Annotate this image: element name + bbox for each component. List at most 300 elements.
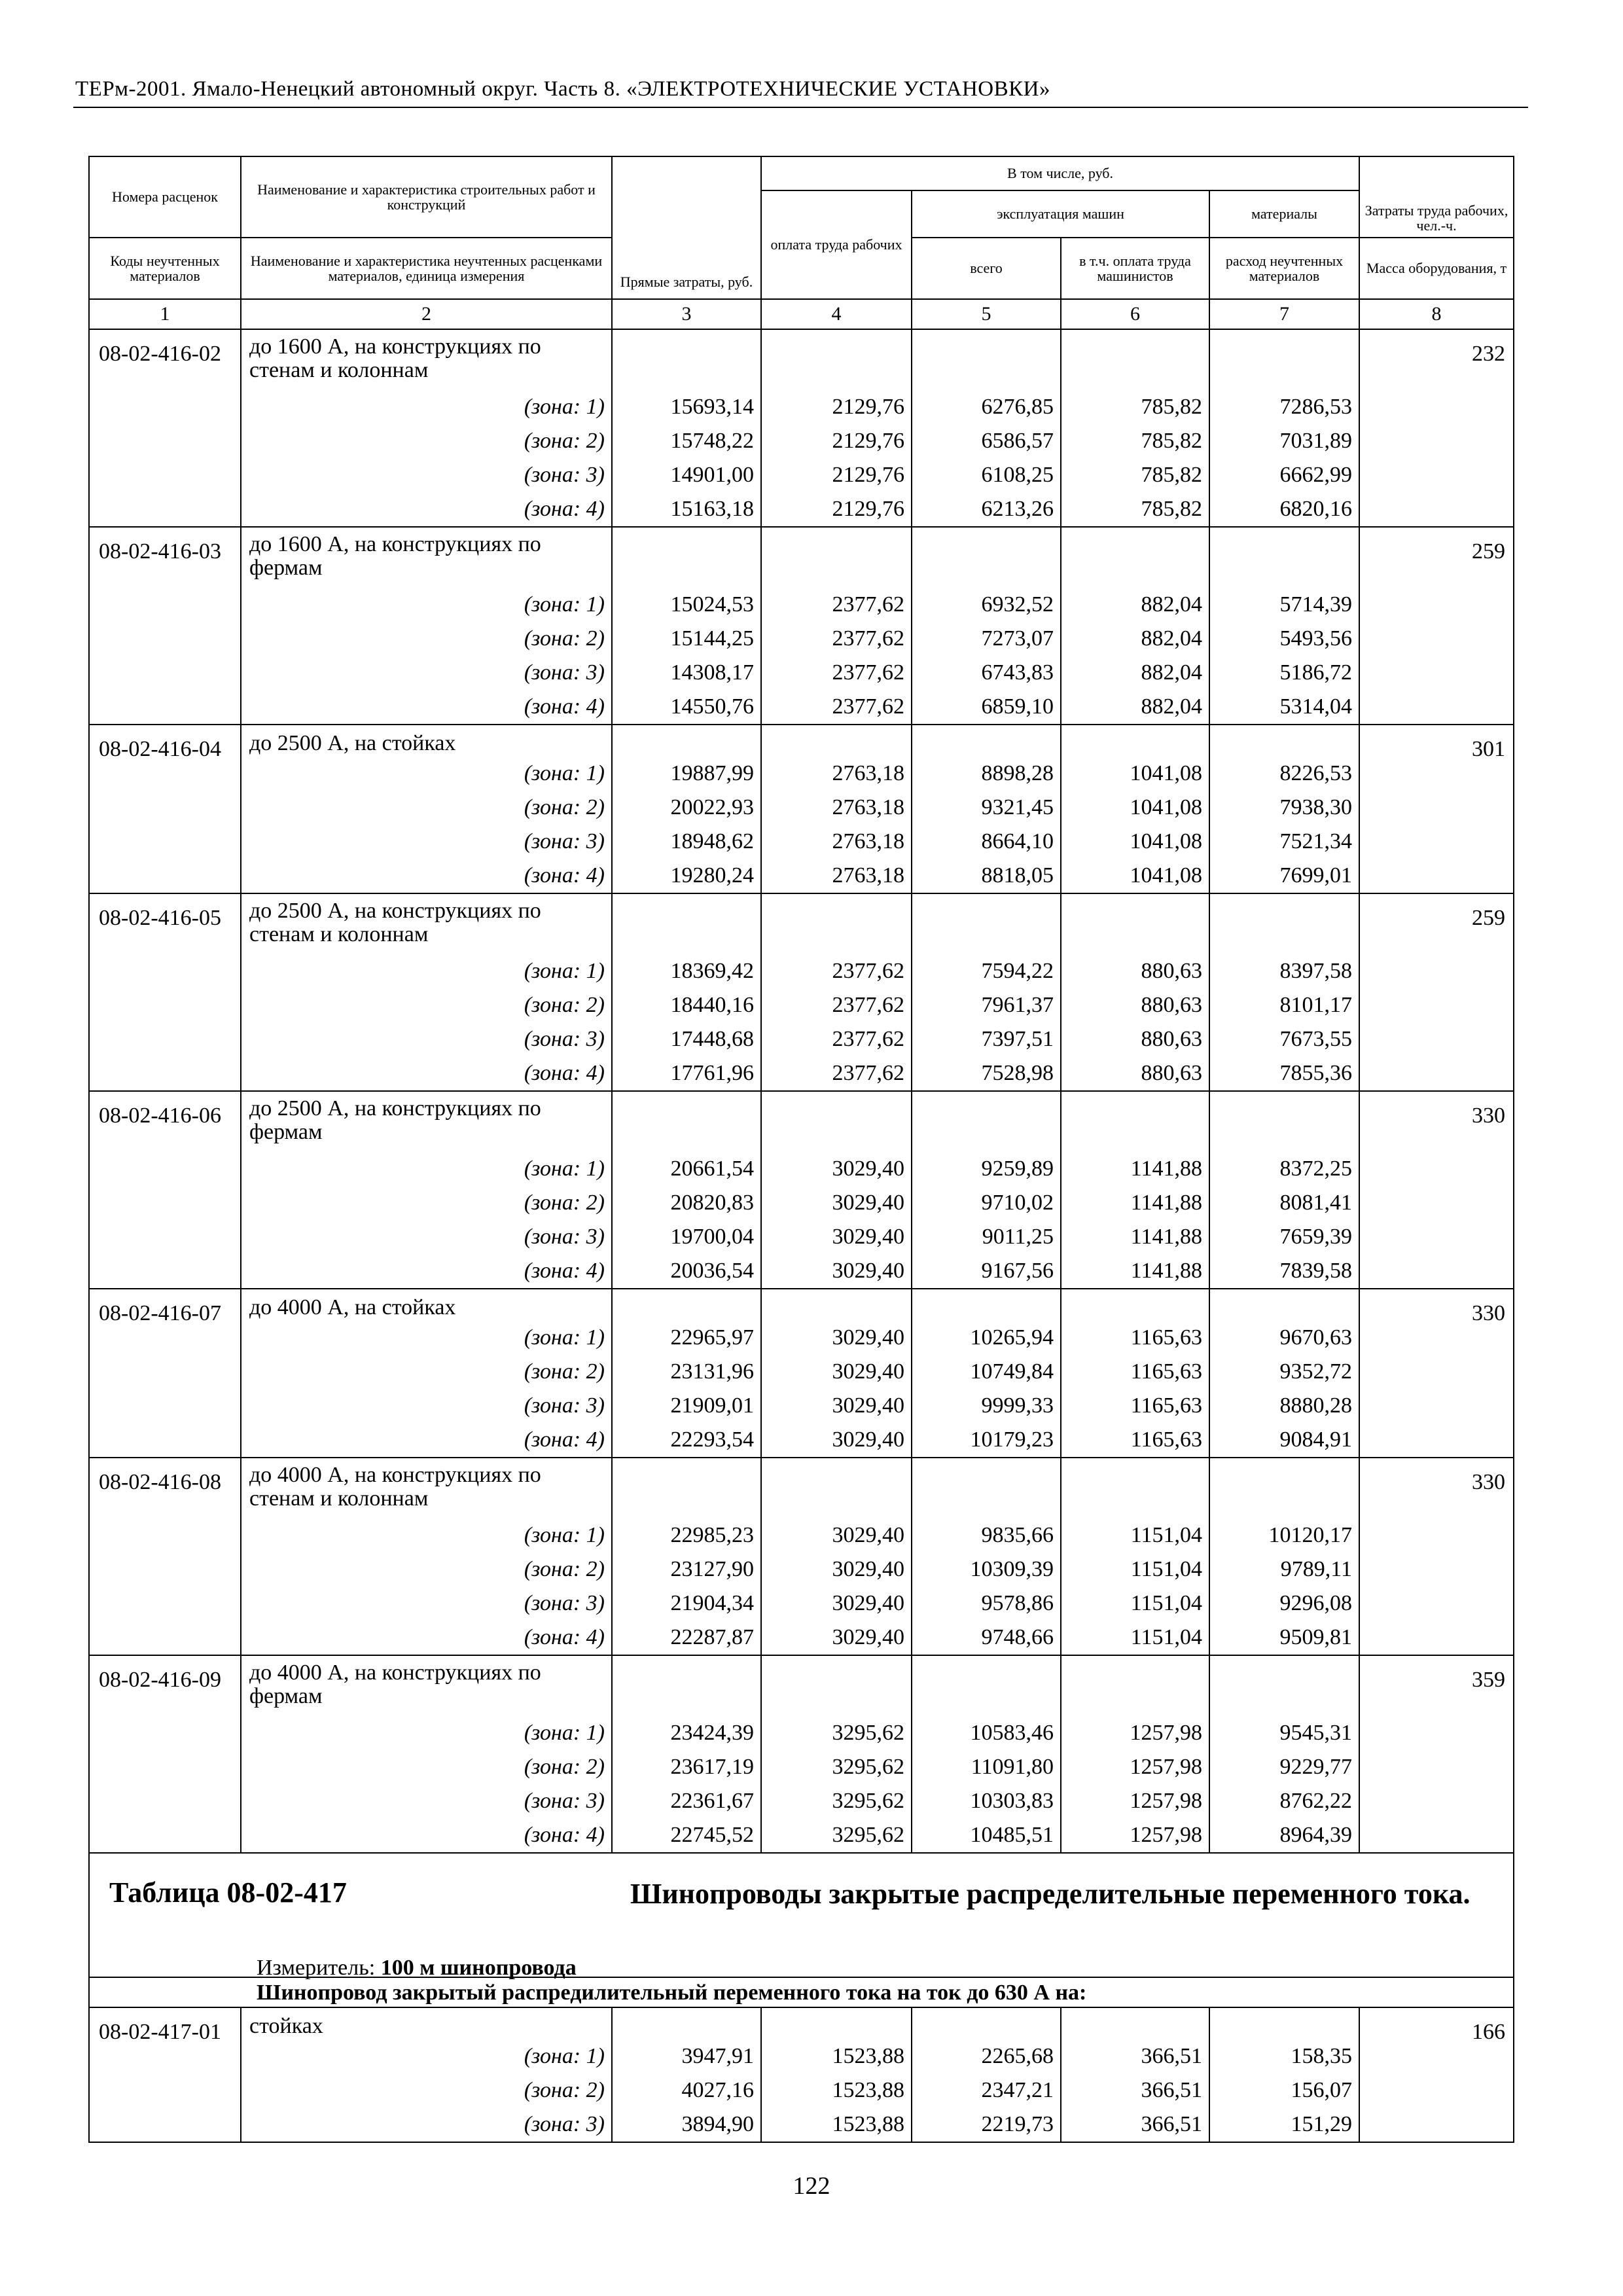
value-cell: 7521,34 xyxy=(1279,829,1353,853)
header-rule xyxy=(73,107,1528,108)
value-cell: 1151,04 xyxy=(1130,1557,1202,1581)
value-cell: 9509,81 xyxy=(1279,1625,1353,1649)
col-number: 3 xyxy=(612,299,761,329)
table-row xyxy=(89,527,1514,725)
cell-spacer xyxy=(762,1092,911,1152)
value-cell: 5314,04 xyxy=(1279,694,1353,719)
value-column-c7 xyxy=(1209,725,1359,893)
value-column-c4 xyxy=(761,527,912,725)
value-cell: 882,04 xyxy=(1141,592,1202,617)
value-cell: 3029,40 xyxy=(832,1259,904,1283)
value-cell: 19887,99 xyxy=(670,761,754,785)
cell-spacer xyxy=(1210,1092,1359,1152)
value-column-c4 xyxy=(761,893,912,1091)
value-cell: 9999,33 xyxy=(981,1393,1054,1418)
rate-code: 08-02-416-03 xyxy=(89,527,241,725)
labor-cost: 259 xyxy=(1359,527,1514,725)
value-cell: 366,51 xyxy=(1141,2112,1202,2136)
work-description xyxy=(241,2007,612,2142)
value-cell: 3029,40 xyxy=(832,1523,904,1547)
value-cell: 3295,62 xyxy=(832,1755,904,1779)
value-column-c4 xyxy=(761,1091,912,1289)
value-cell: 3947,91 xyxy=(681,2044,754,2068)
value-cell: 3029,40 xyxy=(832,1557,904,1581)
value-column-c3 xyxy=(612,2007,761,2142)
labor-cost: 259 xyxy=(1359,893,1514,1091)
value-cell: 1141,88 xyxy=(1130,1259,1202,1283)
value-cell: 2129,76 xyxy=(832,497,904,521)
value-column-c6 xyxy=(1061,725,1209,893)
value-cell: 1041,08 xyxy=(1130,761,1202,785)
value-cell: 6743,83 xyxy=(981,660,1054,685)
value-cell: 4027,16 xyxy=(681,2078,754,2102)
head-work-name: Наименование и характеристика строительных работ и конструкций xyxy=(241,156,612,238)
cell-spacer xyxy=(912,2008,1060,2039)
value-cell: 880,63 xyxy=(1141,1027,1202,1051)
zone-label: (зона: 4) xyxy=(524,1823,605,1847)
value-cell: 9296,08 xyxy=(1279,1591,1353,1615)
zone-label: (зона: 4) xyxy=(524,863,605,888)
value-cell: 15144,25 xyxy=(670,626,754,651)
cell-spacer xyxy=(613,330,760,390)
running-header: ТЕРм-2001. Ямало-Ненецкий автономный округ. Часть 8. «ЭЛЕКТРОТЕХНИЧЕСКИЕ УСТАНОВКИ» xyxy=(75,77,1050,101)
cell-spacer xyxy=(762,1656,911,1716)
cell-spacer xyxy=(762,894,911,954)
zone-label: (зона: 1) xyxy=(524,395,605,419)
labor-cost: 330 xyxy=(1359,1458,1514,1655)
zone-label: (зона: 2) xyxy=(524,1557,605,1581)
labor-cost: 301 xyxy=(1359,725,1514,893)
value-cell: 7659,39 xyxy=(1279,1225,1353,1249)
zone-label: (зона: 1) xyxy=(524,761,605,785)
value-cell: 2377,62 xyxy=(832,626,904,651)
rate-code: 08-02-416-05 xyxy=(89,893,241,1091)
cell-spacer xyxy=(613,2008,760,2039)
zone-label: (зона: 1) xyxy=(524,1721,605,1745)
work-description xyxy=(241,1458,612,1655)
value-cell: 3029,40 xyxy=(832,1191,904,1215)
work-description xyxy=(241,329,612,527)
value-cell: 156,07 xyxy=(1291,2078,1353,2102)
value-cell: 7961,37 xyxy=(981,993,1054,1017)
labor-cost: 166 xyxy=(1359,2007,1514,2142)
value-column-c7 xyxy=(1209,893,1359,1091)
cell-spacer xyxy=(1061,1092,1209,1152)
value-cell: 1041,08 xyxy=(1130,829,1202,853)
value-column-c5 xyxy=(912,1458,1061,1655)
zone-label: (зона: 2) xyxy=(524,626,605,651)
zone-label: (зона: 3) xyxy=(524,1225,605,1249)
value-cell: 1165,63 xyxy=(1130,1427,1202,1452)
rate-code: 08-02-416-08 xyxy=(89,1458,241,1655)
value-cell: 10309,39 xyxy=(970,1557,1054,1581)
value-cell: 1523,88 xyxy=(832,2078,904,2102)
zone-label: (зона: 3) xyxy=(524,1027,605,1051)
head-machines: эксплуатация машин xyxy=(912,190,1209,238)
value-column-c7 xyxy=(1209,527,1359,725)
value-cell: 8818,05 xyxy=(981,863,1054,888)
value-cell: 366,51 xyxy=(1141,2078,1202,2102)
value-cell: 1041,08 xyxy=(1130,795,1202,819)
value-column-c3 xyxy=(612,527,761,725)
value-cell: 23131,96 xyxy=(670,1359,754,1384)
value-cell: 21909,01 xyxy=(670,1393,754,1418)
col-number: 6 xyxy=(1061,299,1209,329)
value-column-c5 xyxy=(912,527,1061,725)
value-column-c6 xyxy=(1061,2007,1209,2142)
rate-code: 08-02-417-01 xyxy=(89,2007,241,2142)
value-column-c3 xyxy=(612,329,761,527)
value-cell: 8081,41 xyxy=(1279,1191,1353,1215)
value-cell: 20661,54 xyxy=(670,1157,754,1181)
cell-spacer xyxy=(613,1656,760,1716)
zone-label: (зона: 1) xyxy=(524,1523,605,1547)
zone-label: (зона: 4) xyxy=(524,1259,605,1283)
value-cell: 880,63 xyxy=(1141,993,1202,1017)
table-row xyxy=(89,2007,1514,2142)
value-cell: 23424,39 xyxy=(670,1721,754,1745)
page-number: 122 xyxy=(793,2172,830,2200)
labor-cost: 359 xyxy=(1359,1655,1514,1853)
cell-spacer xyxy=(912,1458,1060,1518)
value-column-c5 xyxy=(912,2007,1061,2142)
cell-spacer xyxy=(1061,528,1209,588)
value-cell: 22965,97 xyxy=(670,1325,754,1350)
value-cell: 5186,72 xyxy=(1279,660,1353,685)
value-cell: 2763,18 xyxy=(832,863,904,888)
table-417-label: Таблица 08-02-417 xyxy=(109,1876,347,1909)
value-cell: 9545,31 xyxy=(1279,1721,1353,1745)
zone-label: (зона: 4) xyxy=(524,1427,605,1452)
table-row xyxy=(89,725,1514,893)
value-column-c7 xyxy=(1209,1289,1359,1458)
value-column-c6 xyxy=(1061,1458,1209,1655)
value-cell: 1151,04 xyxy=(1130,1625,1202,1649)
value-cell: 11091,80 xyxy=(971,1755,1054,1779)
value-column-c5 xyxy=(912,893,1061,1091)
cell-spacer xyxy=(613,1458,760,1518)
value-column-c4 xyxy=(761,1289,912,1458)
cell-spacer xyxy=(1210,725,1359,757)
col-number: 1 xyxy=(89,299,241,329)
cell-spacer xyxy=(613,894,760,954)
value-cell: 8397,58 xyxy=(1279,959,1353,983)
value-cell: 3894,90 xyxy=(681,2112,754,2136)
table-row xyxy=(89,329,1514,527)
value-column-c3 xyxy=(612,1458,761,1655)
head-unaccounted-materials: расход неучтенных материалов xyxy=(1209,238,1359,299)
value-cell: 1165,63 xyxy=(1130,1393,1202,1418)
value-cell: 22287,87 xyxy=(670,1625,754,1649)
work-title: до 1600 А, на конструкциях по стенам и колоннам xyxy=(249,334,541,383)
value-cell: 6586,57 xyxy=(981,429,1054,453)
value-cell: 3029,40 xyxy=(832,1359,904,1384)
zone-label: (зона: 2) xyxy=(524,993,605,1017)
work-title: до 2500 А, на конструкциях по стенам и колоннам xyxy=(249,899,541,947)
zone-label: (зона: 3) xyxy=(524,2112,605,2136)
head-code: Номера расценок xyxy=(89,156,241,238)
value-cell: 7839,58 xyxy=(1279,1259,1353,1283)
value-cell: 9167,56 xyxy=(981,1259,1054,1283)
value-cell: 9578,86 xyxy=(981,1591,1054,1615)
value-cell: 10749,84 xyxy=(970,1359,1054,1384)
value-column-c7 xyxy=(1209,1458,1359,1655)
cell-spacer xyxy=(1210,1458,1359,1518)
value-column-c3 xyxy=(612,893,761,1091)
labor-cost: 330 xyxy=(1359,1091,1514,1289)
value-cell: 2377,62 xyxy=(832,1061,904,1085)
head-including: В том числе, руб. xyxy=(761,156,1359,190)
head-wages: оплата труда рабочих xyxy=(761,190,912,299)
value-cell: 19700,04 xyxy=(670,1225,754,1249)
head-labor: Затраты труда рабочих, чел.-ч. xyxy=(1359,156,1514,238)
value-cell: 1141,88 xyxy=(1130,1191,1202,1215)
value-column-c4 xyxy=(761,1458,912,1655)
work-title: до 2500 А, на конструкциях по фермам xyxy=(249,1096,541,1145)
value-cell: 8880,28 xyxy=(1279,1393,1353,1418)
value-cell: 7594,22 xyxy=(981,959,1054,983)
value-column-c7 xyxy=(1209,2007,1359,2142)
cell-spacer xyxy=(613,1092,760,1152)
value-cell: 8372,25 xyxy=(1279,1157,1353,1181)
value-cell: 6859,10 xyxy=(981,694,1054,719)
value-cell: 1151,04 xyxy=(1130,1523,1202,1547)
table-417-measure xyxy=(257,1957,577,1979)
section-heading: Шинопровод закрытый распредилительный переменного тока на ток до 630 А на: xyxy=(89,1977,1514,2007)
cell-spacer xyxy=(1061,2008,1209,2039)
value-cell: 8762,22 xyxy=(1279,1789,1353,1813)
value-column-c4 xyxy=(761,1655,912,1853)
value-cell: 3029,40 xyxy=(832,1427,904,1452)
value-cell: 3295,62 xyxy=(832,1823,904,1847)
value-cell: 9011,25 xyxy=(982,1225,1054,1249)
value-cell: 20820,83 xyxy=(670,1191,754,1215)
value-cell: 2377,62 xyxy=(832,993,904,1017)
value-column-c6 xyxy=(1061,1289,1209,1458)
value-cell: 6932,52 xyxy=(981,592,1054,617)
value-cell: 10303,83 xyxy=(970,1789,1054,1813)
head-equipment-mass: Масса оборудования, т xyxy=(1359,238,1514,299)
value-column-c7 xyxy=(1209,329,1359,527)
value-column-c4 xyxy=(761,725,912,893)
zone-label: (зона: 2) xyxy=(524,1755,605,1779)
value-cell: 785,82 xyxy=(1141,463,1202,487)
value-cell: 14308,17 xyxy=(670,660,754,685)
value-cell: 151,29 xyxy=(1291,2112,1353,2136)
cell-spacer xyxy=(1210,1656,1359,1716)
head-direct-costs: Прямые затраты, руб. xyxy=(612,156,761,299)
value-column-c3 xyxy=(612,1289,761,1458)
col-number: 8 xyxy=(1359,299,1514,329)
rate-code: 08-02-416-07 xyxy=(89,1289,241,1458)
value-cell: 880,63 xyxy=(1141,959,1202,983)
value-cell: 3029,40 xyxy=(832,1393,904,1418)
value-column-c6 xyxy=(1061,893,1209,1091)
value-cell: 8664,10 xyxy=(981,829,1054,853)
value-cell: 9710,02 xyxy=(981,1191,1054,1215)
value-column-c5 xyxy=(912,1289,1061,1458)
value-cell: 1141,88 xyxy=(1130,1157,1202,1181)
labor-cost: 330 xyxy=(1359,1289,1514,1458)
value-cell: 22985,23 xyxy=(670,1523,754,1547)
zone-label: (зона: 3) xyxy=(524,829,605,853)
value-cell: 23127,90 xyxy=(670,1557,754,1581)
value-cell: 8226,53 xyxy=(1279,761,1353,785)
value-cell: 1257,98 xyxy=(1130,1721,1202,1745)
rate-code: 08-02-416-02 xyxy=(89,329,241,527)
value-cell: 6820,16 xyxy=(1279,497,1353,521)
zone-label: (зона: 4) xyxy=(524,1625,605,1649)
value-cell: 8964,39 xyxy=(1279,1823,1353,1847)
value-cell: 785,82 xyxy=(1141,497,1202,521)
cell-spacer xyxy=(613,1289,760,1321)
work-description xyxy=(241,1289,612,1458)
measure-label: Измеритель: xyxy=(257,1956,376,1980)
rates-table-body xyxy=(89,329,1514,1853)
cell-spacer xyxy=(1210,894,1359,954)
value-column-c7 xyxy=(1209,1655,1359,1853)
cell-spacer xyxy=(1061,725,1209,757)
value-cell: 6662,99 xyxy=(1279,463,1353,487)
value-cell: 1165,63 xyxy=(1130,1325,1202,1350)
value-cell: 15163,18 xyxy=(670,497,754,521)
cell-spacer xyxy=(912,894,1060,954)
value-cell: 2129,76 xyxy=(832,429,904,453)
value-cell: 9321,45 xyxy=(981,795,1054,819)
value-cell: 1257,98 xyxy=(1130,1755,1202,1779)
cell-spacer xyxy=(1061,1656,1209,1716)
cell-spacer xyxy=(912,528,1060,588)
value-cell: 9352,72 xyxy=(1279,1359,1353,1384)
value-cell: 10179,23 xyxy=(970,1427,1054,1452)
zone-label: (зона: 4) xyxy=(524,1061,605,1085)
value-cell: 2377,62 xyxy=(832,1027,904,1051)
rates-table xyxy=(88,156,1514,2143)
value-cell: 9670,63 xyxy=(1279,1325,1353,1350)
cell-spacer xyxy=(762,528,911,588)
value-cell: 3029,40 xyxy=(832,1225,904,1249)
zone-label: (зона: 4) xyxy=(524,694,605,719)
work-title: до 2500 А, на стойках xyxy=(249,731,456,755)
value-cell: 882,04 xyxy=(1141,626,1202,651)
value-cell: 9259,89 xyxy=(981,1157,1054,1181)
cell-spacer xyxy=(1210,528,1359,588)
value-column-c4 xyxy=(761,329,912,527)
value-column-c3 xyxy=(612,1091,761,1289)
value-cell: 2265,68 xyxy=(981,2044,1054,2068)
value-cell: 10265,94 xyxy=(970,1325,1054,1350)
rate-code: 08-02-416-09 xyxy=(89,1655,241,1853)
cell-spacer xyxy=(912,1289,1060,1321)
work-description xyxy=(241,893,612,1091)
table-417-body xyxy=(89,2007,1514,2142)
value-cell: 6276,85 xyxy=(981,395,1054,419)
cell-spacer xyxy=(912,1656,1060,1716)
value-cell: 882,04 xyxy=(1141,660,1202,685)
value-cell: 1523,88 xyxy=(832,2044,904,2068)
cell-spacer xyxy=(912,330,1060,390)
value-cell: 882,04 xyxy=(1141,694,1202,719)
value-cell: 18948,62 xyxy=(670,829,754,853)
cell-spacer xyxy=(912,725,1060,757)
value-cell: 15748,22 xyxy=(670,429,754,453)
value-cell: 7673,55 xyxy=(1279,1027,1353,1051)
value-cell: 3029,40 xyxy=(832,1591,904,1615)
value-cell: 15024,53 xyxy=(670,592,754,617)
value-cell: 9229,77 xyxy=(1279,1755,1353,1779)
value-cell: 2129,76 xyxy=(832,395,904,419)
value-cell: 7286,53 xyxy=(1279,395,1353,419)
zone-label: (зона: 2) xyxy=(524,429,605,453)
cell-spacer xyxy=(762,725,911,757)
value-column-c6 xyxy=(1061,527,1209,725)
cell-spacer xyxy=(762,2008,911,2039)
value-cell: 785,82 xyxy=(1141,429,1202,453)
value-cell: 17448,68 xyxy=(670,1027,754,1051)
value-cell: 7397,51 xyxy=(981,1027,1054,1051)
value-cell: 10583,46 xyxy=(970,1721,1054,1745)
value-cell: 7031,89 xyxy=(1279,429,1353,453)
value-cell: 2129,76 xyxy=(832,463,904,487)
zone-label: (зона: 3) xyxy=(524,463,605,487)
col-number: 2 xyxy=(241,299,612,329)
value-cell: 1041,08 xyxy=(1130,863,1202,888)
value-cell: 1257,98 xyxy=(1130,1789,1202,1813)
value-cell: 3295,62 xyxy=(832,1789,904,1813)
cell-spacer xyxy=(613,725,760,757)
value-cell: 9835,66 xyxy=(981,1523,1054,1547)
work-description xyxy=(241,1655,612,1853)
head-material-names: Наименование и характеристика неучтенных расценками материалов, единица измерения xyxy=(241,238,612,299)
table-row xyxy=(89,1655,1514,1853)
value-cell: 23617,19 xyxy=(670,1755,754,1779)
table-row xyxy=(89,1289,1514,1458)
value-cell: 2347,21 xyxy=(981,2078,1054,2102)
cell-spacer xyxy=(1210,1289,1359,1321)
work-title: до 1600 А, на конструкциях по фермам xyxy=(249,532,541,581)
value-column-c4 xyxy=(761,2007,912,2142)
zone-label: (зона: 1) xyxy=(524,2044,605,2068)
value-cell: 10485,51 xyxy=(970,1823,1054,1847)
head-material-codes: Коды неучтенных материалов xyxy=(89,238,241,299)
table-row xyxy=(89,893,1514,1091)
value-cell: 9748,66 xyxy=(981,1625,1054,1649)
work-title: до 4000 А, на стойках xyxy=(249,1295,456,1319)
value-cell: 2763,18 xyxy=(832,761,904,785)
cell-spacer xyxy=(1061,330,1209,390)
value-cell: 10120,17 xyxy=(1268,1523,1353,1547)
cell-spacer xyxy=(912,1092,1060,1152)
value-cell: 5714,39 xyxy=(1279,592,1353,617)
value-cell: 1151,04 xyxy=(1130,1591,1202,1615)
value-cell: 7273,07 xyxy=(981,626,1054,651)
value-column-c6 xyxy=(1061,1655,1209,1853)
value-cell: 1141,88 xyxy=(1130,1225,1202,1249)
value-cell: 2377,62 xyxy=(832,660,904,685)
value-cell: 7855,36 xyxy=(1279,1061,1353,1085)
value-cell: 7699,01 xyxy=(1279,863,1353,888)
value-cell: 7938,30 xyxy=(1279,795,1353,819)
col-number: 4 xyxy=(761,299,912,329)
value-cell: 2377,62 xyxy=(832,592,904,617)
value-column-c5 xyxy=(912,329,1061,527)
value-column-c7 xyxy=(1209,1091,1359,1289)
zone-label: (зона: 2) xyxy=(524,1359,605,1384)
value-cell: 880,63 xyxy=(1141,1061,1202,1085)
labor-cost: 232 xyxy=(1359,329,1514,527)
value-cell: 22293,54 xyxy=(670,1427,754,1452)
zone-label: (зона: 3) xyxy=(524,660,605,685)
